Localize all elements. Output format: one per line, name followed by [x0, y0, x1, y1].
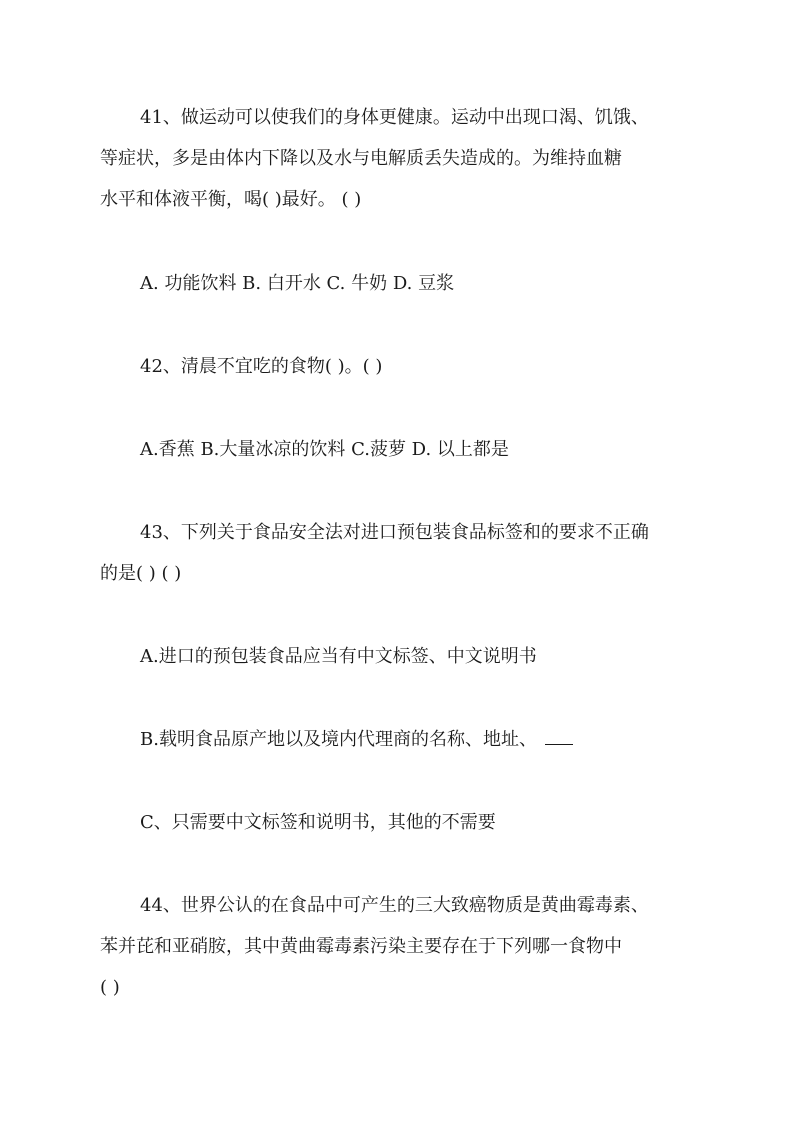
question-42 — [120, 346, 680, 387]
question-44 — [100, 885, 680, 1008]
question-44-line-3: ( ) — [100, 977, 120, 998]
fill-in-blank — [545, 726, 573, 745]
question-43-option-b-text: B.载明食品原产地以及境内代理商的名称、地址、 — [140, 729, 537, 750]
question-41-line-2: 等症状，多是由体内下降以及水与电解质丢失造成的。为维持血糖 — [100, 148, 622, 169]
question-43-option-b — [120, 719, 680, 760]
question-44-line-2: 苯并芘和亚硝胺，其中黄曲霉毒素污染主要存在于下列哪一食物中 — [100, 936, 622, 957]
question-41-line-1: 41、做运动可以使我们的身体更健康。运动中出现口渴、饥饿、 — [140, 107, 649, 128]
question-43-line-2: 的是( ) ( ) — [100, 563, 182, 584]
question-44-line-1: 44、世界公认的在食品中可产生的三大致癌物质是黄曲霉毒素、 — [140, 895, 649, 916]
question-42-options-line: A.香蕉 B.大量冰凉的饮料 C.菠萝 D. 以上都是 — [140, 439, 509, 460]
question-43-option-a — [120, 636, 680, 677]
question-41-line-3: 水平和体液平衡，喝( )最好。 ( ) — [100, 189, 362, 210]
question-43-line-1: 43、下列关于食品安全法对进口预包装食品标签和的要求不正确 — [140, 522, 649, 543]
question-41-options — [120, 263, 680, 304]
question-43-option-c — [120, 802, 680, 843]
question-42-options — [120, 429, 680, 470]
question-43-option-a-line: A.进口的预包装食品应当有中文标签、中文说明书 — [140, 646, 537, 667]
question-43 — [100, 512, 680, 594]
question-43-option-b-line — [120, 719, 680, 760]
question-41 — [100, 97, 680, 220]
question-43-option-c-line: C、只需要中文标签和说明书，其他的不需要 — [140, 812, 496, 833]
question-41-options-line: A. 功能饮料 B. 白开水 C. 牛奶 D. 豆浆 — [140, 273, 455, 294]
question-42-line-1: 42、清晨不宜吃的食物( )。( ) — [140, 356, 383, 377]
